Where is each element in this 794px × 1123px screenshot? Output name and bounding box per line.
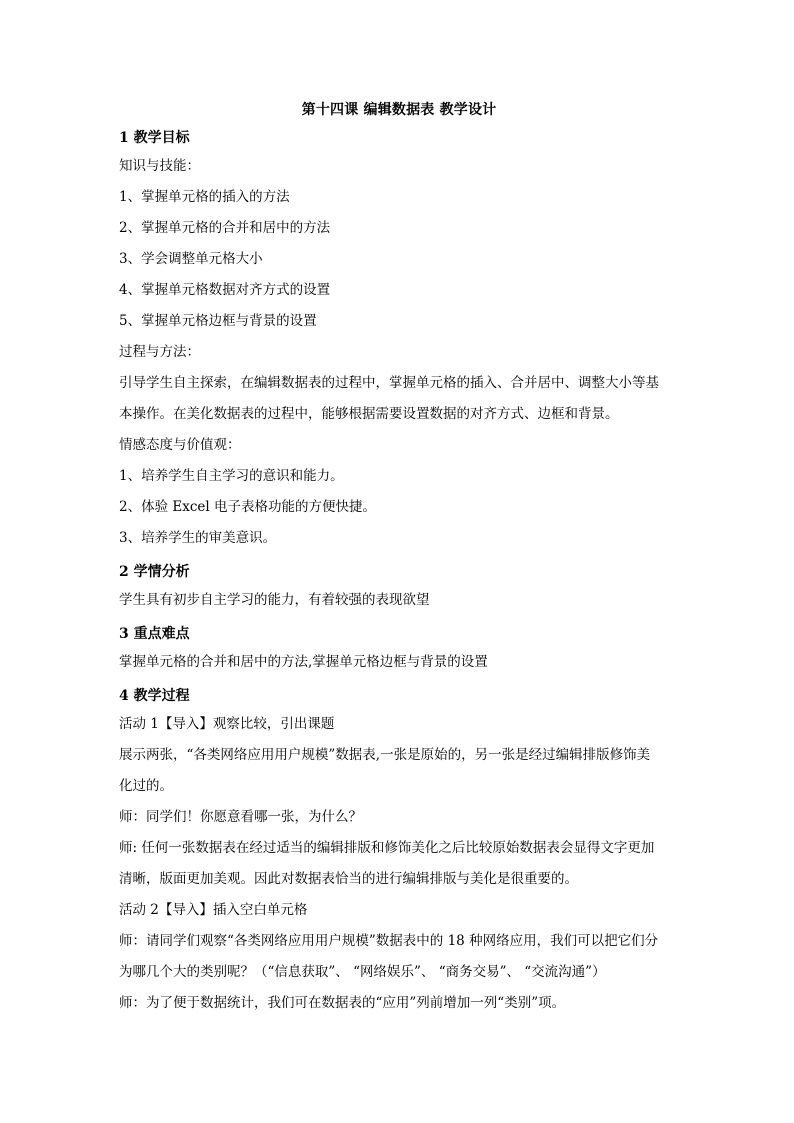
key-points-text: 掌握单元格的合并和居中的方法,掌握单元格边框与背景的设置: [119, 654, 488, 670]
document-body: [119, 100, 679, 1019]
process-text-line: 引导学生自主探索，在编辑数据表的过程中，掌握单元格的插入、合并居中、调整大小等基: [119, 375, 659, 391]
process-text-line: 本操作。在美化数据表的过程中，能够根据需要设置数据的对齐方式、边框和背景。: [119, 406, 619, 422]
activity-1-teacher-question: 师：同学们！你愿意看哪一张，为什么？: [119, 809, 362, 825]
document-title: 第十四课 编辑数据表 教学设计: [301, 102, 497, 118]
process-label: 过程与方法：: [119, 344, 200, 360]
activity-1-teacher-explanation-line: 师: 任何一张数据表在经过适当的编辑排版和修饰美化之后比较原始数据表会显得文字更加: [119, 840, 655, 856]
knowledge-item: 4、掌握单元格数据对齐方式的设置: [119, 282, 331, 298]
knowledge-label: 知识与技能：: [119, 158, 200, 174]
activity-2-teacher-instruction: 师：为了便于数据统计，我们可在数据表的“应用”列前增加一列“类别”项。: [119, 995, 566, 1011]
activity-2-paragraph-line: 为哪几个大的类别呢？（“信息获取”、 “网络娱乐”、 “商务交易”、 “交流沟通”）: [119, 964, 606, 980]
section-heading-objectives: 1 教学目标: [119, 130, 190, 146]
emotion-item: 2、体验 Excel 电子表格功能的方便快捷。: [119, 499, 377, 515]
knowledge-item: 2、掌握单元格的合并和居中的方法: [119, 220, 331, 236]
activity-2-paragraph-line: 师：请同学们观察“各类网络应用用户规模”数据表中的 18 种网络应用，我们可以把它们分: [119, 933, 659, 949]
emotion-item: 1、培养学生自主学习的意识和能力。: [119, 468, 344, 484]
knowledge-item: 5、掌握单元格边框与背景的设置: [119, 313, 317, 329]
section-heading-analysis: 2 学情分析: [119, 564, 190, 580]
activity-1-paragraph-line: 展示两张，“各类网络应用用户规模”数据表,一张是原始的，另一张是经过编辑排版修饰美: [119, 747, 651, 763]
activity-1-title: 活动 1【导入】观察比较，引出课题: [119, 716, 335, 732]
section-heading-process: 4 教学过程: [119, 688, 190, 704]
emotion-label: 情感态度与价值观：: [119, 437, 241, 453]
activity-1-teacher-explanation-line: 清晰，版面更加美观。因此对数据表恰当的进行编辑排版与美化是很重要的。: [119, 871, 578, 887]
section-heading-key-points: 3 重点难点: [119, 626, 190, 642]
knowledge-item: 3、学会调整单元格大小: [119, 251, 263, 267]
emotion-item: 3、培养学生的审美意识。: [119, 530, 277, 546]
activity-2-title: 活动 2【导入】插入空白单元格: [119, 902, 308, 918]
analysis-text: 学生具有初步自主学习的能力，有着较强的表现欲望: [119, 592, 430, 608]
knowledge-item: 1、掌握单元格的插入的方法: [119, 189, 290, 205]
activity-1-paragraph-line: 化过的。: [119, 778, 173, 794]
